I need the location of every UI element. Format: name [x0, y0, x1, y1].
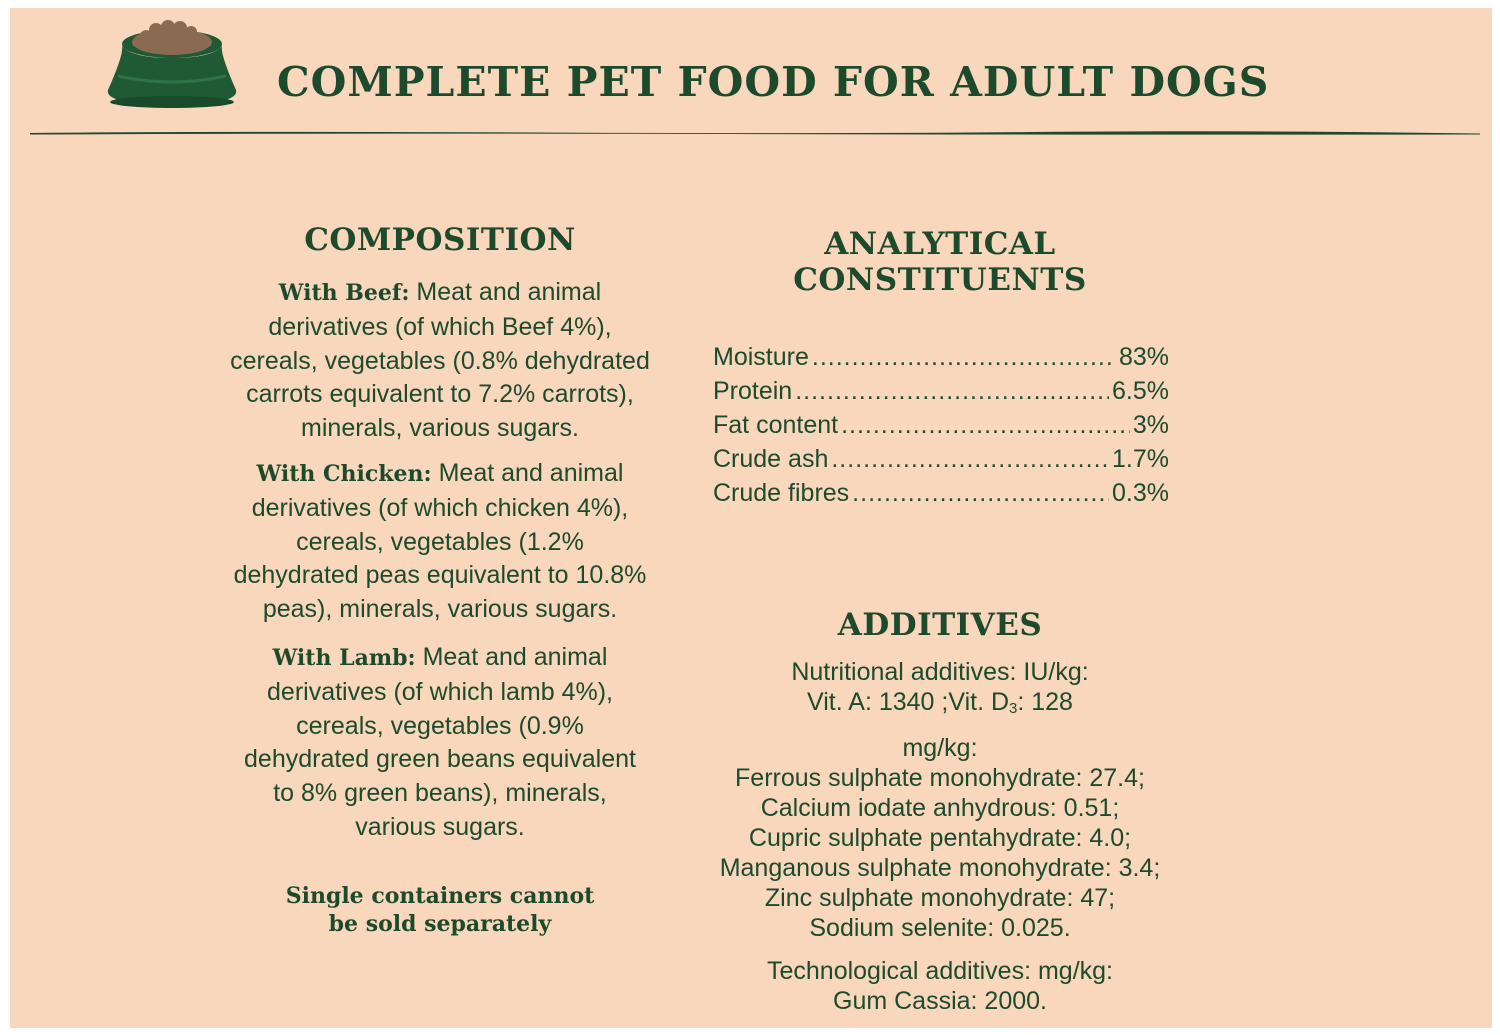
constituent-value: 0.3% [1112, 479, 1169, 507]
beef-line: minerals, various sugars. [301, 414, 579, 443]
constituent-label: Moisture [713, 343, 809, 371]
composition-heading: COMPOSITION [304, 222, 576, 258]
nutritional-additives [660, 657, 1220, 717]
technological-additives [660, 956, 1220, 1016]
lamb-line: to 8% green beans), minerals, [273, 779, 607, 808]
constituent-label: Crude ash [713, 445, 829, 473]
constituent-value: 83% [1118, 343, 1169, 371]
additive-line: Ferrous sulphate monohydrate: 27.4; [735, 764, 1145, 792]
lamb-line: dehydrated green beans equivalent [244, 745, 636, 774]
beef-line: carrots equivalent to 7.2% carrots), [246, 380, 634, 409]
composition-chicken [200, 457, 680, 627]
analytical-heading-line: ANALYTICAL [824, 226, 1056, 262]
chicken-line: dehydrated peas equivalent to 10.8% [233, 561, 647, 590]
dot-leader [831, 442, 1109, 476]
lamb-line: various sugars. [355, 812, 525, 841]
vitamin-d-value: : 128 [1017, 688, 1073, 716]
constituent-row [713, 374, 1169, 408]
lamb-lead: With Lamb: [272, 645, 416, 671]
tech-label: Technological additives: mg/kg: [766, 957, 1114, 985]
constituent-row [713, 476, 1169, 510]
constituent-value: 3% [1132, 411, 1169, 439]
composition-lamb [200, 641, 680, 845]
chicken-line: Meat and animal [438, 459, 624, 487]
chicken-line: derivatives (of which chicken 4%), [251, 493, 629, 522]
dot-leader [852, 476, 1109, 510]
constituent-label: Crude fibres [713, 479, 850, 507]
lamb-line: Meat and animal [422, 643, 608, 671]
lamb-line: derivatives (of which lamb 4%), [267, 677, 613, 706]
analytical-heading [700, 226, 1180, 298]
mg-label: mg/kg: [902, 734, 978, 762]
constituent-row [713, 340, 1169, 374]
chicken-line: peas), minerals, various sugars. [262, 595, 618, 624]
beef-line: derivatives (of which Beef 4%), [268, 312, 612, 341]
sale-note-line: be sold separately [328, 911, 552, 937]
constituent-label: Fat content [713, 411, 839, 439]
analytical-heading-line: CONSTITUENTS [793, 262, 1087, 298]
additive-line: Cupric sulphate pentahydrate: 4.0; [748, 824, 1132, 852]
additive-line: Sodium selenite: 0.025. [809, 914, 1071, 942]
additive-line: Calcium iodate anhydrous: 0.51; [760, 794, 1120, 822]
chicken-lead: With Chicken: [256, 461, 432, 487]
constituent-value: 1.7% [1112, 445, 1169, 473]
sale-note-line: Single containers cannot [285, 883, 595, 909]
constituent-value: 6.5% [1112, 377, 1169, 405]
beef-line: Meat and animal [416, 278, 602, 306]
vitamin-d-subscript: 3 [1009, 700, 1018, 717]
constituents-list [713, 340, 1169, 510]
sale-note [200, 882, 680, 938]
additive-line: Zinc sulphate monohydrate: 47; [764, 884, 1116, 912]
dot-leader [795, 374, 1109, 408]
chicken-line: cereals, vegetables (1.2% [296, 527, 584, 556]
additive-line: Manganous sulphate monohydrate: 3.4; [719, 854, 1161, 882]
page-title: COMPLETE PET FOOD FOR ADULT DOGS [277, 58, 1270, 106]
vitamin-d-name: Vit. D [948, 688, 1010, 716]
constituent-label: Protein [713, 377, 793, 405]
beef-line: cereals, vegetables (0.8% dehydrated [230, 346, 650, 375]
mg-additives [660, 733, 1220, 943]
additives-heading: ADDITIVES [837, 607, 1043, 643]
composition-beef [200, 276, 680, 446]
tech-line: Gum Cassia: 2000. [833, 987, 1047, 1015]
title-divider [30, 129, 1480, 137]
dot-leader [841, 408, 1130, 442]
vitamin-a: Vit. A: 1340 ; [807, 688, 949, 716]
constituent-row [713, 442, 1169, 476]
lamb-line: cereals, vegetables (0.9% [296, 711, 584, 740]
beef-lead: With Beef: [278, 280, 410, 306]
dot-leader [812, 340, 1116, 374]
nutritional-label: Nutritional additives: IU/kg: [791, 658, 1089, 686]
constituent-row [713, 408, 1169, 442]
dog-food-bowl-icon [94, 14, 250, 114]
